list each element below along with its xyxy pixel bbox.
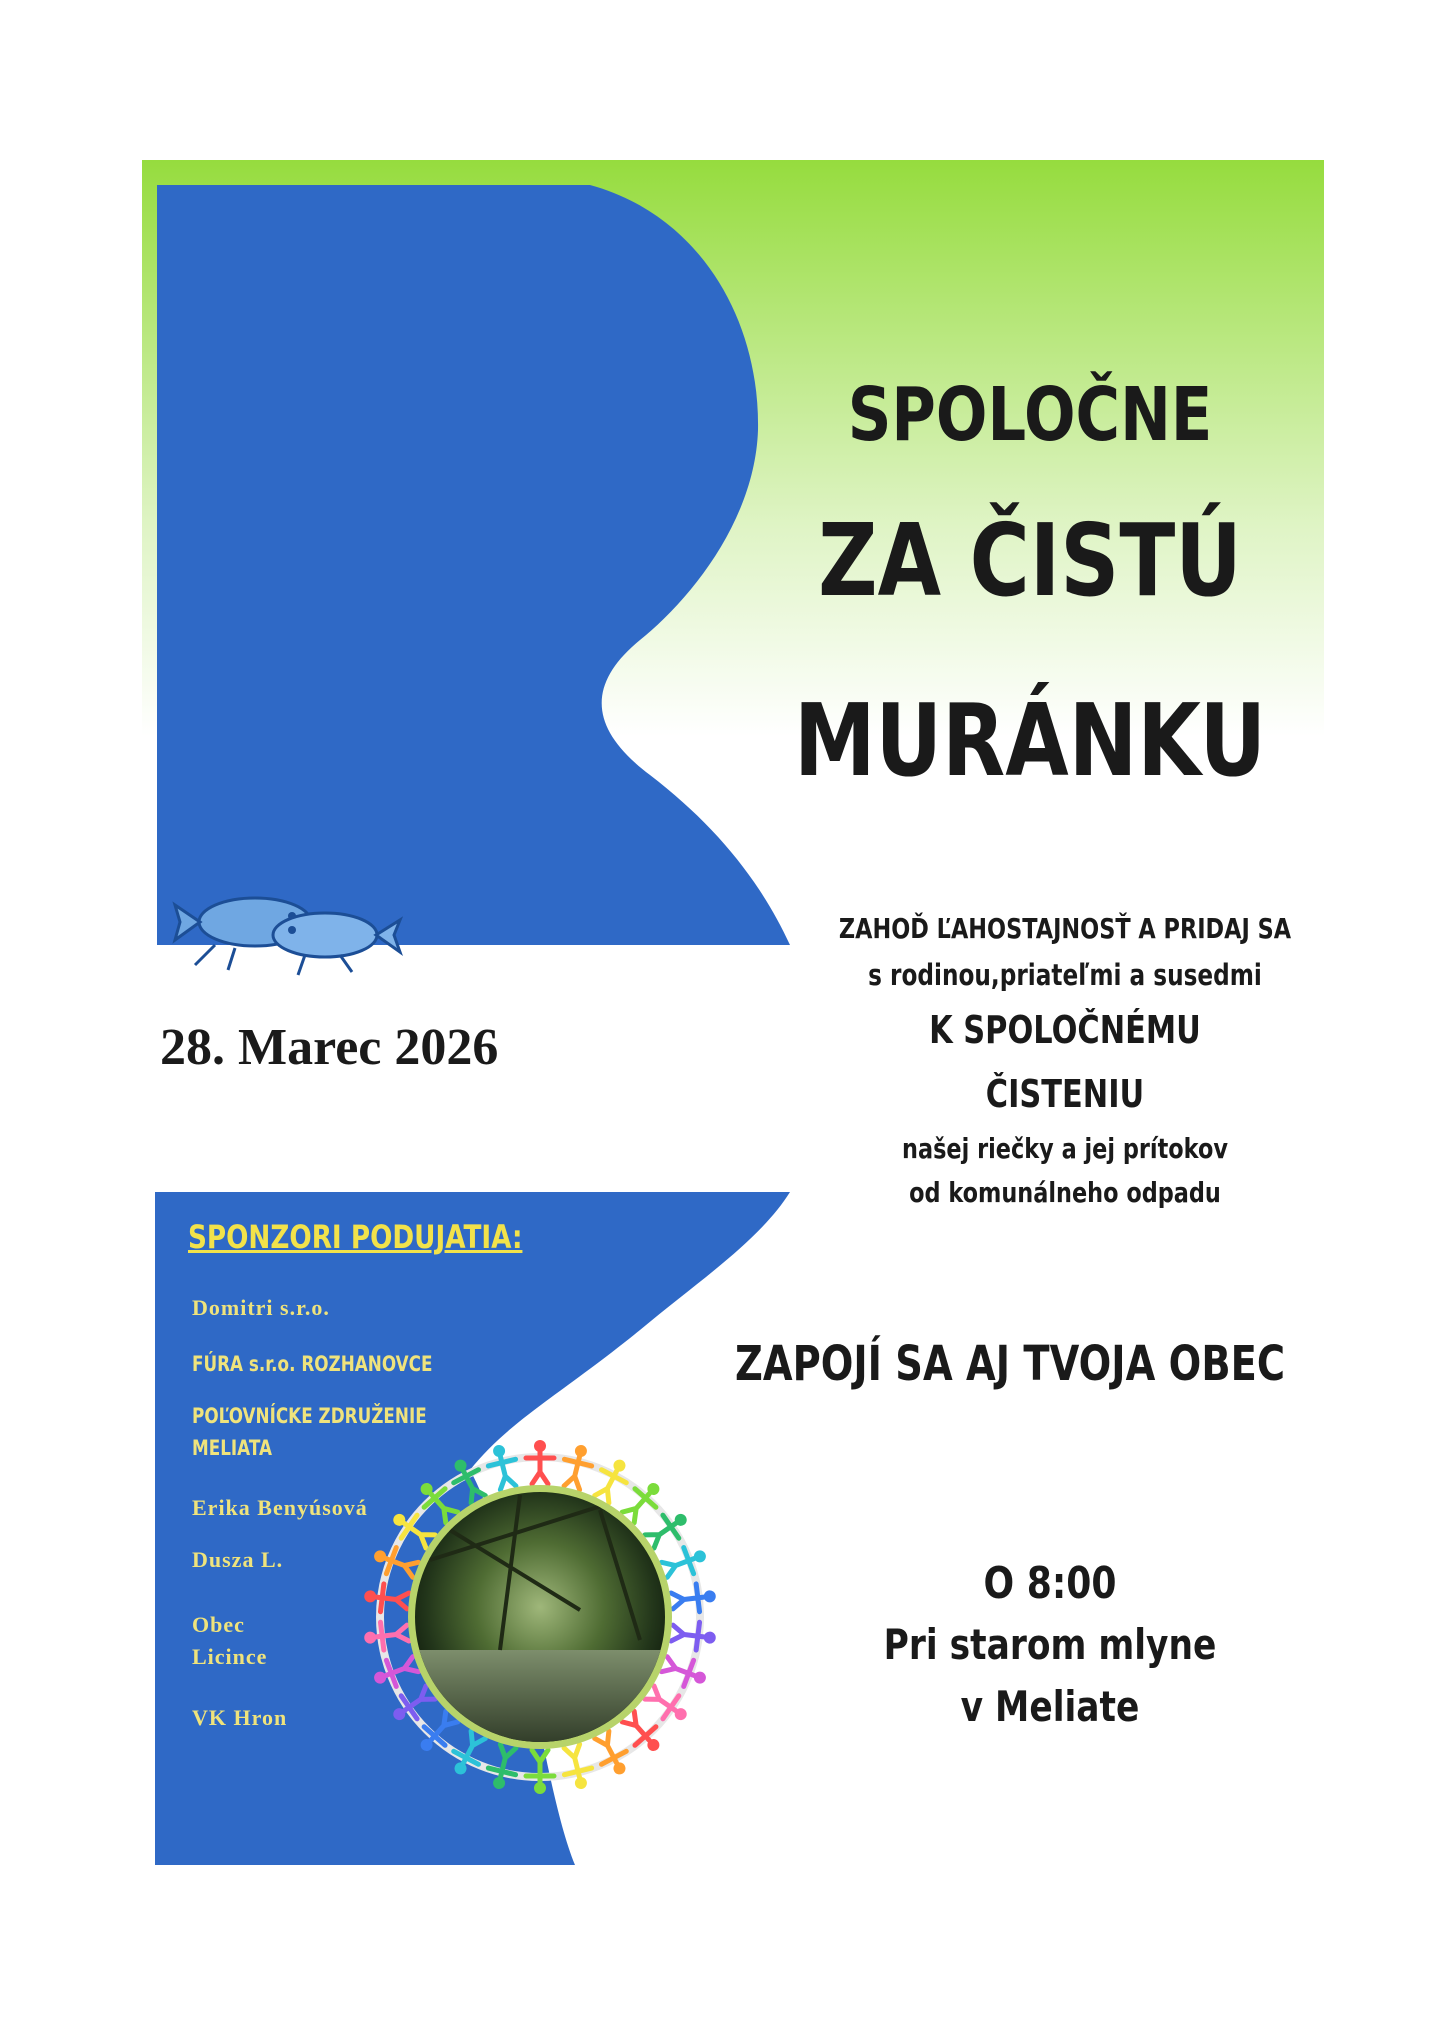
message-line-3: K SPOLOČNÉMU: [929, 1008, 1201, 1052]
event-place-line-1: Pri starom mlyne: [883, 1620, 1217, 1669]
message-line-6: od komunálneho odpadu: [909, 1176, 1221, 1209]
title-line-2: ZA ČISTÚ: [818, 502, 1242, 619]
sponsor-item: Domitri s.r.o.: [192, 1295, 330, 1320]
event-time: O 8:00: [983, 1558, 1117, 1609]
sponsor-item: MELIATA: [192, 1436, 273, 1460]
person-figure: [558, 1743, 596, 1792]
person-figure: [484, 1442, 522, 1491]
message-line-4: ČISTENIU: [985, 1072, 1145, 1116]
message-line-1: ZAHOĎ ĽAHOSTAJNOSŤ A PRIDAJ SA: [838, 912, 1292, 945]
sponsor-item: FÚRA s.r.o. ROZHANOVCE: [192, 1352, 433, 1376]
event-place-line-2: v Meliate: [960, 1682, 1140, 1731]
sponsors-title: SPONZORI PODUJATIA:: [188, 1218, 523, 1256]
sponsor-item: Obec: [192, 1612, 245, 1637]
sponsor-item: Licince: [192, 1644, 268, 1669]
person-figure: [659, 1651, 710, 1693]
sponsor-item: Dusza L.: [192, 1547, 284, 1572]
title-line-1: SPOLOČNE: [847, 372, 1213, 458]
message-line-5: našej riečky a jej prítokov: [902, 1132, 1228, 1165]
title-line-3: MURÁNKU: [793, 682, 1267, 799]
sponsor-item: VK Hron: [192, 1705, 288, 1730]
callout-text: ZAPOJÍ SA AJ TVOJA OBEC: [735, 1336, 1285, 1392]
person-figure: [659, 1541, 710, 1583]
sponsor-item: Erika Benyúsová: [192, 1495, 368, 1520]
person-figure: [526, 1440, 554, 1484]
message-line-2: s rodinou,priateľmi a susedmi: [868, 958, 1262, 992]
sponsor-item: POĽOVNÍCKE ZDRUŽENIE: [192, 1404, 427, 1428]
event-date: 28. Marec 2026: [160, 1019, 499, 1076]
person-figure: [558, 1442, 596, 1491]
